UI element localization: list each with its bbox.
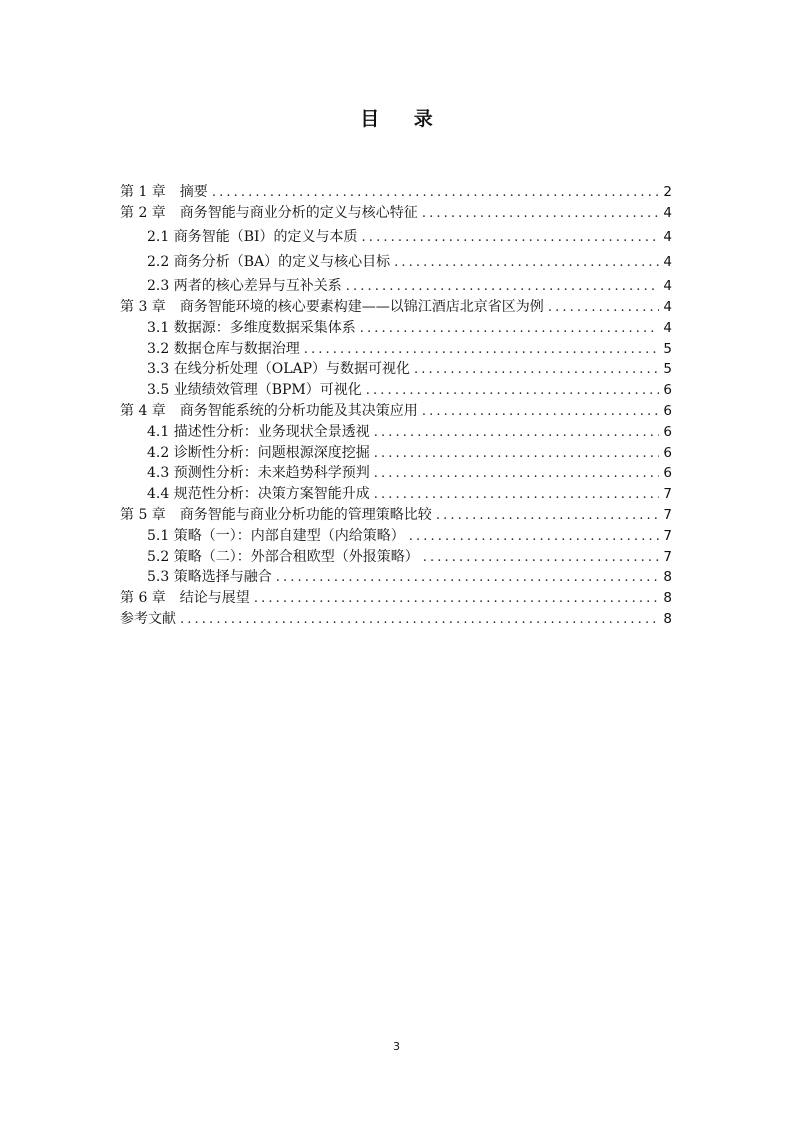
toc-entry-page: 8 <box>663 569 672 586</box>
toc-entry-page: 4 <box>663 229 672 246</box>
toc-entry-page: 6 <box>663 444 672 461</box>
toc-entry[interactable] <box>120 182 672 203</box>
toc-entry-label: 2.1 商务智能（BI）的定义与本质 <box>147 229 358 246</box>
toc-entry-page: 4 <box>663 299 672 316</box>
toc-entry-page: 6 <box>663 403 672 420</box>
toc-entry[interactable] <box>120 380 672 401</box>
toc-entry[interactable] <box>120 547 672 568</box>
toc-entry[interactable] <box>120 227 672 252</box>
toc-entry[interactable] <box>120 318 672 339</box>
toc-entry[interactable] <box>120 203 672 228</box>
toc-entry-page: 2 <box>663 184 672 200</box>
table-of-contents <box>120 182 672 630</box>
page-title: 目 录 <box>360 108 447 130</box>
dot-leader <box>366 381 660 402</box>
dot-leader <box>422 402 660 423</box>
dot-leader <box>374 444 660 465</box>
toc-entry-label: 第 6 章 结论与展望 <box>120 590 250 607</box>
toc-entry-page: 5 <box>663 361 672 378</box>
toc-entry-label: 第 1 章 摘要 <box>120 184 208 200</box>
dot-leader <box>414 360 659 381</box>
toc-entry-page: 4 <box>663 319 672 336</box>
toc-entry-page: 7 <box>663 527 672 544</box>
toc-entry-label: 2.2 商务分析（BA）的定义与核心目标 <box>147 253 391 270</box>
toc-entry-label: 2.3 两者的核心差异与互补关系 <box>147 278 342 295</box>
toc-entry[interactable] <box>120 609 672 630</box>
toc-entry-label: 3.1 数据源：多维度数据采集体系 <box>147 319 356 336</box>
toc-entry[interactable] <box>120 422 672 443</box>
toc-entry[interactable] <box>120 505 672 526</box>
toc-entry[interactable] <box>120 401 672 422</box>
toc-entry-label: 5.1 策略（一）：内部自建型（内给策略） <box>147 527 405 544</box>
dot-leader <box>180 610 659 631</box>
toc-entry-label: 4.3 预测性分析：未来趋势科学预判 <box>147 465 370 482</box>
dot-leader <box>374 464 660 485</box>
dot-leader <box>360 319 660 340</box>
dot-leader <box>304 340 660 361</box>
toc-entry-page: 7 <box>663 507 672 524</box>
toc-entry[interactable] <box>120 567 672 588</box>
dot-leader <box>548 298 660 319</box>
dot-leader <box>374 423 660 444</box>
toc-entry-label: 3.5 业绩绩效管理（BPM）可视化 <box>147 382 362 399</box>
toc-entry-page: 4 <box>663 204 672 221</box>
toc-entry-label: 5.2 策略（二）：外部合租欧型（外报策略） <box>147 548 419 565</box>
toc-entry-page: 7 <box>663 486 672 503</box>
toc-entry-label: 4.1 描述性分析：业务现状全景透视 <box>147 423 370 440</box>
toc-entry-page: 8 <box>663 590 672 607</box>
dot-leader <box>374 485 660 506</box>
dot-leader <box>409 527 660 548</box>
toc-entry[interactable] <box>120 339 672 360</box>
toc-entry-label: 4.2 诊断性分析：问题根源深度挖掘 <box>147 444 370 461</box>
toc-entry-label: 5.3 策略选择与融合 <box>147 569 272 586</box>
toc-entry-label: 3.3 在线分析处理（OLAP）与数据可视化 <box>147 361 411 378</box>
dot-leader <box>423 548 660 569</box>
toc-entry-page: 5 <box>663 340 672 357</box>
toc-entry-page: 6 <box>663 423 672 440</box>
toc-entry[interactable] <box>120 252 672 277</box>
toc-entry-label: 第 3 章 商务智能环境的核心要素构建——以锦江酒店北京省区为例 <box>120 299 544 316</box>
toc-entry-label: 参考文献 <box>120 611 176 628</box>
toc-entry[interactable] <box>120 276 672 297</box>
toc-entry[interactable] <box>120 526 672 547</box>
toc-entry-label: 3.2 数据仓库与数据治理 <box>147 340 300 357</box>
toc-entry-label: 第 2 章 商务智能与商业分析的定义与核心特征 <box>120 204 418 221</box>
toc-entry[interactable] <box>120 443 672 464</box>
toc-entry[interactable] <box>120 588 672 609</box>
dot-leader <box>394 253 659 274</box>
dot-leader <box>362 228 660 249</box>
toc-entry-label: 第 5 章 商务智能与商业分析功能的管理策略比较 <box>120 507 432 524</box>
toc-entry[interactable] <box>120 484 672 505</box>
dot-leader <box>254 589 660 610</box>
toc-entry-label: 4.4 规范性分析：决策方案智能升成 <box>147 486 370 503</box>
toc-entry-page: 6 <box>663 465 672 482</box>
toc-entry-page: 6 <box>663 382 672 399</box>
toc-entry-label: 第 4 章 商务智能系统的分析功能及其决策应用 <box>120 403 418 420</box>
toc-entry-page: 7 <box>663 548 672 565</box>
toc-entry-page: 8 <box>663 611 672 628</box>
dot-leader <box>346 277 660 298</box>
toc-entry-page: 4 <box>663 253 672 270</box>
dot-leader <box>276 568 660 589</box>
dot-leader <box>422 204 660 225</box>
dot-leader <box>212 183 660 204</box>
dot-leader <box>436 506 660 527</box>
page-number: 3 <box>393 1040 400 1053</box>
toc-entry[interactable] <box>120 297 672 318</box>
toc-entry[interactable] <box>120 463 672 484</box>
toc-entry[interactable] <box>120 359 672 380</box>
toc-entry-page: 4 <box>663 278 672 295</box>
